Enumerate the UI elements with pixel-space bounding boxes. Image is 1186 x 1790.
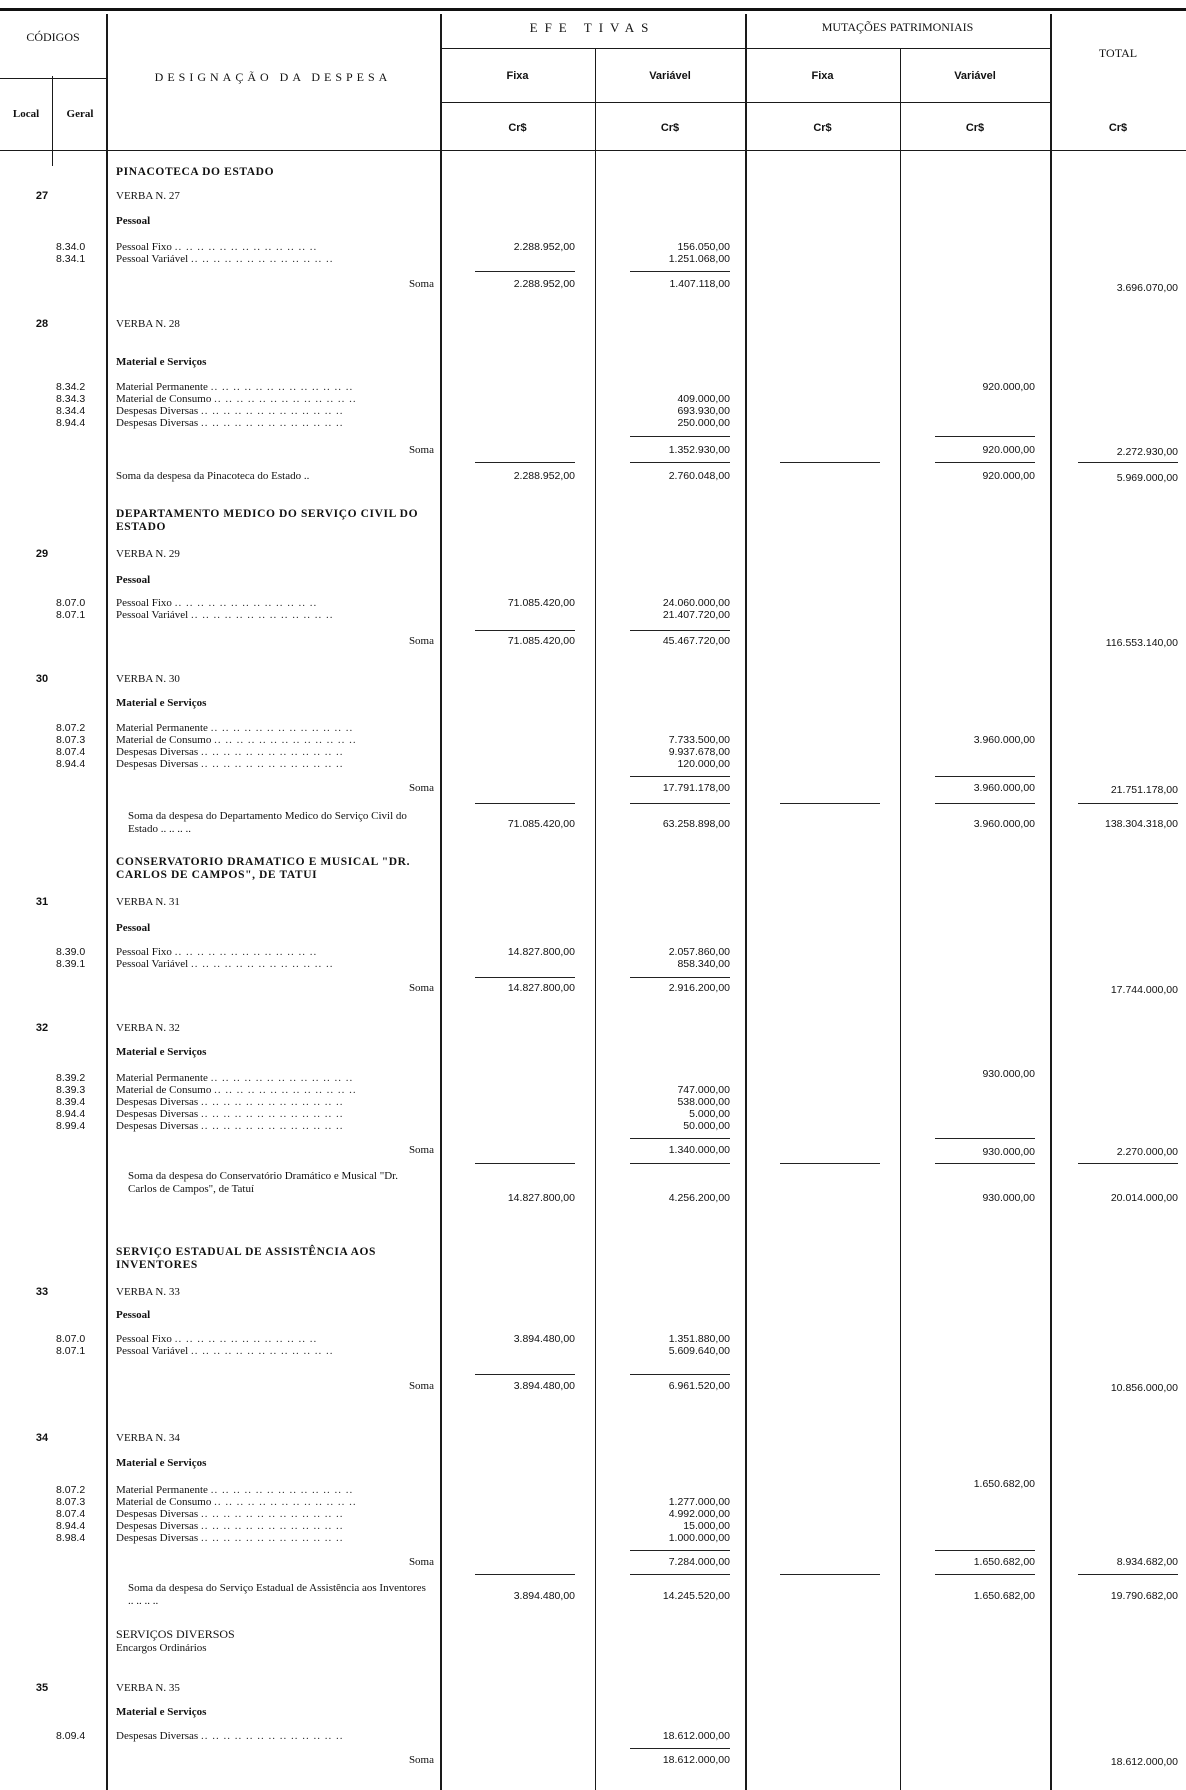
section-sum-label: Soma da despesa do Serviço Estadual de Assistência aos Inventores .. .. .. .. — [128, 1582, 426, 1607]
value: 930.000,00 — [982, 1192, 1035, 1204]
top-rule — [0, 8, 1186, 11]
account-code: 8.39.0 — [56, 946, 86, 958]
account-code: 8.07.3 — [56, 734, 86, 746]
value: 3.960.000,00 — [973, 818, 1035, 830]
line-item: Despesas Diversas .. .. .. .. .. .. .. .. .. .. .. .. .. — [116, 1730, 344, 1742]
sum-rule — [1078, 462, 1178, 463]
line-item: Pessoal Fixo .. .. .. .. .. .. .. .. .. .. .. .. .. — [116, 597, 318, 609]
value: 1.352.930,00 — [668, 444, 730, 456]
value: 3.894.480,00 — [513, 1333, 575, 1345]
header-local: Local — [12, 108, 40, 120]
section-subtitle: Encargos Ordinários — [116, 1642, 207, 1654]
value: 858.340,00 — [677, 958, 730, 970]
sum-rule — [630, 1374, 730, 1375]
soma-label: Soma — [408, 1754, 434, 1766]
line-item: Material Permanente .. .. .. .. .. .. .. .. .. .. .. .. .. — [116, 1484, 354, 1496]
sum-rule — [475, 462, 575, 463]
sum-rule — [935, 462, 1035, 463]
value: 2.288.952,00 — [513, 241, 575, 253]
sum-rule — [475, 630, 575, 631]
group-label: Material e Serviços — [116, 356, 207, 368]
account-code: 8.34.3 — [56, 393, 86, 405]
column-divider — [595, 48, 596, 1790]
soma-label: Soma — [408, 444, 434, 456]
value: 1.251.068,00 — [668, 253, 730, 265]
value: 45.467.720,00 — [662, 635, 730, 647]
column-divider — [1050, 14, 1052, 1790]
value: 3.894.480,00 — [513, 1590, 575, 1602]
value: 250.000,00 — [677, 417, 730, 429]
sum-rule — [475, 1574, 575, 1575]
value: 930.000,00 — [982, 1146, 1035, 1158]
sum-rule — [935, 1550, 1035, 1551]
value: 3.960.000,00 — [973, 782, 1035, 794]
line-item: Despesas Diversas .. .. .. .. .. .. .. .. .. .. .. .. .. — [116, 1120, 344, 1132]
value: 3.894.480,00 — [513, 1380, 575, 1392]
line-item: Pessoal Variável .. .. .. .. .. .. .. .. .. .. .. .. .. — [116, 609, 334, 621]
line-item: Despesas Diversas .. .. .. .. .. .. .. .. .. .. .. .. .. — [116, 405, 344, 417]
sum-rule — [630, 1550, 730, 1551]
value: 14.827.800,00 — [507, 1192, 575, 1204]
verba-label: VERBA N. 27 — [116, 190, 180, 202]
account-code: 8.99.4 — [56, 1120, 86, 1132]
sum-rule — [630, 271, 730, 272]
total-value: 20.014.000,00 — [1110, 1192, 1178, 1204]
group-label: Pessoal — [116, 1309, 151, 1321]
account-code: 8.34.4 — [56, 405, 86, 417]
verba-label: VERBA N. 35 — [116, 1682, 180, 1694]
value: 71.085.420,00 — [507, 818, 575, 830]
group-label: Pessoal — [116, 922, 151, 934]
sum-rule — [630, 630, 730, 631]
value: 18.612.000,00 — [662, 1754, 730, 1766]
value: 9.937.678,00 — [668, 746, 730, 758]
header-designacao: DESIGNAÇÃO DA DESPESA — [154, 70, 392, 84]
account-code: 8.94.4 — [56, 758, 86, 770]
total-value: 138.304.318,00 — [1105, 818, 1178, 830]
line-item: Material de Consumo .. .. .. .. .. .. .. .. .. .. .. .. .. — [116, 1496, 357, 1508]
sum-rule — [630, 436, 730, 437]
value: 50.000,00 — [683, 1120, 730, 1132]
value: 17.791.178,00 — [662, 782, 730, 794]
soma-label: Soma — [408, 278, 434, 290]
local-code: 32 — [35, 1022, 49, 1034]
value: 5.000,00 — [689, 1108, 730, 1120]
value: 3.960.000,00 — [973, 734, 1035, 746]
value: 24.060.000,00 — [662, 597, 730, 609]
column-divider — [52, 76, 53, 166]
account-code: 8.07.4 — [56, 746, 86, 758]
value: 920.000,00 — [982, 470, 1035, 482]
soma-label: Soma — [408, 982, 434, 994]
section-title: SERVIÇO ESTADUAL DE ASSISTÊNCIA AOS INVENTORES — [116, 1246, 377, 1271]
total-value: 116.553.140,00 — [1105, 637, 1178, 649]
group-label: Material e Serviços — [116, 1706, 207, 1718]
line-item: Pessoal Fixo .. .. .. .. .. .. .. .. .. .. .. .. .. — [116, 1333, 318, 1345]
sum-rule — [630, 977, 730, 978]
value: 14.827.800,00 — [507, 946, 575, 958]
value: 2.916.200,00 — [668, 982, 730, 994]
line-item: Pessoal Variável .. .. .. .. .. .. .. .. .. .. .. .. .. — [116, 958, 334, 970]
account-code: 8.07.0 — [56, 597, 86, 609]
account-code: 8.34.0 — [56, 241, 86, 253]
value: 4.256.200,00 — [668, 1192, 730, 1204]
section-title: SERVIÇOS DIVERSOS — [116, 1627, 235, 1641]
value: 4.992.000,00 — [668, 1508, 730, 1520]
account-code: 8.09.4 — [56, 1730, 86, 1742]
local-code: 28 — [35, 318, 49, 330]
value: 1.407.118,00 — [669, 278, 730, 290]
group-label: Pessoal — [116, 574, 151, 586]
value: 693.930,00 — [677, 405, 730, 417]
value: 1.650.682,00 — [973, 1590, 1035, 1602]
soma-label: Soma — [408, 1556, 434, 1568]
local-code: 34 — [35, 1432, 49, 1444]
sum-rule — [630, 1748, 730, 1749]
sum-rule — [475, 271, 575, 272]
account-code: 8.94.4 — [56, 1108, 86, 1120]
value: 1.277.000,00 — [668, 1496, 730, 1508]
value: 2.760.048,00 — [668, 470, 730, 482]
total-value: 10.856.000,00 — [1110, 1382, 1178, 1394]
verba-label: VERBA N. 28 — [116, 318, 180, 330]
soma-label: Soma — [408, 1380, 434, 1392]
sum-rule — [780, 1163, 880, 1164]
header-efetivas-fixa: Fixa — [506, 70, 529, 82]
account-code: 8.34.2 — [56, 381, 86, 393]
sum-rule — [780, 803, 880, 804]
local-code: 27 — [35, 190, 49, 202]
value: 7.733.500,00 — [668, 734, 730, 746]
header-mutacoes-variavel: Variável — [954, 70, 996, 82]
total-value: 21.751.178,00 — [1110, 784, 1178, 796]
line-item: Pessoal Variável .. .. .. .. .. .. .. .. .. .. .. .. .. — [116, 253, 334, 265]
currency-label: Cr$ — [813, 122, 832, 134]
line-item: Despesas Diversas .. .. .. .. .. .. .. .. .. .. .. .. .. — [116, 1508, 344, 1520]
section-sum-label: Soma da despesa do Departamento Medico do Serviço Civil do Estado .. .. .. .. — [128, 810, 407, 835]
sum-rule — [630, 1138, 730, 1139]
total-value: 2.270.000,00 — [1116, 1146, 1178, 1158]
verba-label: VERBA N. 31 — [116, 896, 180, 908]
header-codigos: CÓDIGOS — [26, 30, 80, 44]
total-value: 3.696.070,00 — [1116, 282, 1178, 294]
line-item: Despesas Diversas .. .. .. .. .. .. .. .. .. .. .. .. .. — [116, 1108, 344, 1120]
value: 120.000,00 — [677, 758, 730, 770]
account-code: 8.07.3 — [56, 1496, 86, 1508]
header-efetivas-variavel: Variável — [649, 70, 691, 82]
column-divider — [106, 14, 108, 1790]
sum-rule — [475, 1163, 575, 1164]
value: 920.000,00 — [982, 444, 1035, 456]
line-item: Despesas Diversas .. .. .. .. .. .. .. .. .. .. .. .. .. — [116, 1532, 344, 1544]
header-rule — [0, 150, 1186, 151]
value: 1.340.000,00 — [668, 1144, 730, 1156]
account-code: 8.07.0 — [56, 1333, 86, 1345]
account-code: 8.07.1 — [56, 609, 86, 621]
sum-rule — [935, 776, 1035, 777]
column-divider — [745, 14, 747, 1790]
group-label: Pessoal — [116, 215, 151, 227]
value: 1.650.682,00 — [973, 1556, 1035, 1568]
sum-rule — [475, 1374, 575, 1375]
value: 14.245.520,00 — [662, 1590, 730, 1602]
account-code: 8.39.3 — [56, 1084, 86, 1096]
sum-rule — [1078, 803, 1178, 804]
account-code: 8.07.2 — [56, 1484, 86, 1496]
sum-rule — [475, 803, 575, 804]
line-item: Despesas Diversas .. .. .. .. .. .. .. .. .. .. .. .. .. — [116, 746, 344, 758]
column-divider — [440, 14, 442, 1790]
line-item: Material Permanente .. .. .. .. .. .. .. .. .. .. .. .. .. — [116, 1072, 354, 1084]
account-code: 8.39.1 — [56, 958, 86, 970]
value: 1.351.880,00 — [668, 1333, 730, 1345]
value: 538.000,00 — [677, 1096, 730, 1108]
section-title: DEPARTAMENTO MEDICO DO SERVIÇO CIVIL DO ESTADO — [116, 508, 419, 533]
line-item: Despesas Diversas .. .. .. .. .. .. .. .. .. .. .. .. .. — [116, 1096, 344, 1108]
account-code: 8.39.4 — [56, 1096, 86, 1108]
line-item: Pessoal Fixo .. .. .. .. .. .. .. .. .. .. .. .. .. — [116, 241, 318, 253]
sum-rule — [630, 1163, 730, 1164]
currency-label: Cr$ — [660, 122, 680, 134]
local-code: 35 — [35, 1682, 49, 1694]
value: 2.057.860,00 — [668, 946, 730, 958]
sum-rule — [935, 803, 1035, 804]
account-code: 8.34.1 — [56, 253, 86, 265]
value: 920.000,00 — [982, 381, 1035, 393]
value: 21.407.720,00 — [662, 609, 730, 621]
account-code: 8.94.4 — [56, 1520, 86, 1532]
account-code: 8.07.2 — [56, 722, 86, 734]
column-divider — [900, 48, 901, 1790]
sum-rule — [630, 1574, 730, 1575]
soma-label: Soma — [408, 782, 434, 794]
account-code: 8.07.1 — [56, 1345, 86, 1357]
total-value: 18.612.000,00 — [1110, 1756, 1178, 1768]
sum-rule — [935, 1574, 1035, 1575]
header-rule — [0, 78, 106, 79]
sum-rule — [935, 436, 1035, 437]
line-item: Material Permanente .. .. .. .. .. .. .. .. .. .. .. .. .. — [116, 722, 354, 734]
value: 71.085.420,00 — [507, 635, 575, 647]
header-mutacoes-fixa: Fixa — [811, 70, 834, 82]
verba-label: VERBA N. 34 — [116, 1432, 180, 1444]
value: 6.961.520,00 — [668, 1380, 730, 1392]
sum-rule — [630, 803, 730, 804]
sum-rule — [475, 977, 575, 978]
local-code: 33 — [35, 1286, 49, 1298]
header-geral: Geral — [66, 108, 94, 120]
value: 2.288.952,00 — [513, 470, 575, 482]
account-code: 8.94.4 — [56, 417, 86, 429]
value: 2.288.952,00 — [513, 278, 575, 290]
line-item: Despesas Diversas .. .. .. .. .. .. .. .. .. .. .. .. .. — [116, 1520, 344, 1532]
local-code: 29 — [35, 548, 49, 560]
line-item: Pessoal Variável .. .. .. .. .. .. .. .. .. .. .. .. .. — [116, 1345, 334, 1357]
total-value: 17.744.000,00 — [1110, 984, 1178, 996]
soma-label: Soma — [408, 1144, 434, 1156]
total-value: 8.934.682,00 — [1116, 1556, 1178, 1568]
header-mutacoes: MUTAÇÕES PATRIMONIAIS — [821, 20, 974, 34]
section-sum-label: Soma da despesa da Pinacoteca do Estado .. — [116, 470, 310, 482]
section-title: PINACOTECA DO ESTADO — [116, 166, 275, 178]
value: 63.258.898,00 — [662, 818, 730, 830]
section-title: CONSERVATORIO DRAMATICO E MUSICAL "DR. CARLOS DE CAMPOS", DE TATUI — [116, 856, 411, 881]
sum-rule — [630, 462, 730, 463]
value: 1.650.682,00 — [973, 1478, 1035, 1490]
local-code: 31 — [35, 896, 49, 908]
line-item: Pessoal Fixo .. .. .. .. .. .. .. .. .. .. .. .. .. — [116, 946, 318, 958]
line-item: Material de Consumo .. .. .. .. .. .. .. .. .. .. .. .. .. — [116, 1084, 357, 1096]
value: 14.827.800,00 — [507, 982, 575, 994]
value: 409.000,00 — [677, 393, 730, 405]
section-sum-label: Soma da despesa do Conservatório Dramático e Musical "Dr. Carlos de Campos", de Tatuí — [128, 1170, 398, 1195]
line-item: Material Permanente .. .. .. .. .. .. .. .. .. .. .. .. .. — [116, 381, 354, 393]
sum-rule — [1078, 1163, 1178, 1164]
line-item: Material de Consumo .. .. .. .. .. .. .. .. .. .. .. .. .. — [116, 734, 357, 746]
group-label: Material e Serviços — [116, 697, 207, 709]
line-item: Material de Consumo .. .. .. .. .. .. .. .. .. .. .. .. .. — [116, 393, 357, 405]
group-label: Material e Serviços — [116, 1046, 207, 1058]
account-code: 8.39.2 — [56, 1072, 86, 1084]
value: 1.000.000,00 — [668, 1532, 730, 1544]
header-efetivas: EFE TIVAS — [529, 20, 656, 35]
group-label: Material e Serviços — [116, 1457, 207, 1469]
value: 18.612.000,00 — [662, 1730, 730, 1742]
account-code: 8.98.4 — [56, 1532, 86, 1544]
verba-label: VERBA N. 32 — [116, 1022, 180, 1034]
value: 71.085.420,00 — [507, 597, 575, 609]
header-total: TOTAL — [1098, 46, 1138, 60]
value: 156.050,00 — [677, 241, 730, 253]
sum-rule — [935, 1138, 1035, 1139]
verba-label: VERBA N. 29 — [116, 548, 180, 560]
total-value: 19.790.682,00 — [1110, 1590, 1178, 1602]
value: 7.284.000,00 — [668, 1556, 730, 1568]
account-code: 8.07.4 — [56, 1508, 86, 1520]
line-item: Despesas Diversas .. .. .. .. .. .. .. .. .. .. .. .. .. — [116, 417, 344, 429]
header-rule — [440, 48, 1050, 49]
total-value: 2.272.930,00 — [1116, 446, 1178, 458]
local-code: 30 — [35, 673, 49, 685]
line-item: Despesas Diversas .. .. .. .. .. .. .. .. .. .. .. .. .. — [116, 758, 344, 770]
total-value: 5.969.000,00 — [1116, 472, 1178, 484]
sum-rule — [1078, 1574, 1178, 1575]
currency-label: Cr$ — [508, 122, 527, 134]
header-rule — [440, 102, 1050, 103]
value: 5.609.640,00 — [668, 1345, 730, 1357]
value: 15.000,00 — [683, 1520, 730, 1532]
currency-label: Cr$ — [1108, 122, 1128, 134]
sum-rule — [630, 776, 730, 777]
verba-label: VERBA N. 30 — [116, 673, 180, 685]
value: 747.000,00 — [677, 1084, 730, 1096]
currency-label: Cr$ — [965, 122, 985, 134]
sum-rule — [780, 462, 880, 463]
sum-rule — [935, 1163, 1035, 1164]
soma-label: Soma — [408, 635, 434, 647]
verba-label: VERBA N. 33 — [116, 1286, 180, 1298]
sum-rule — [780, 1574, 880, 1575]
value: 930.000,00 — [982, 1068, 1035, 1080]
